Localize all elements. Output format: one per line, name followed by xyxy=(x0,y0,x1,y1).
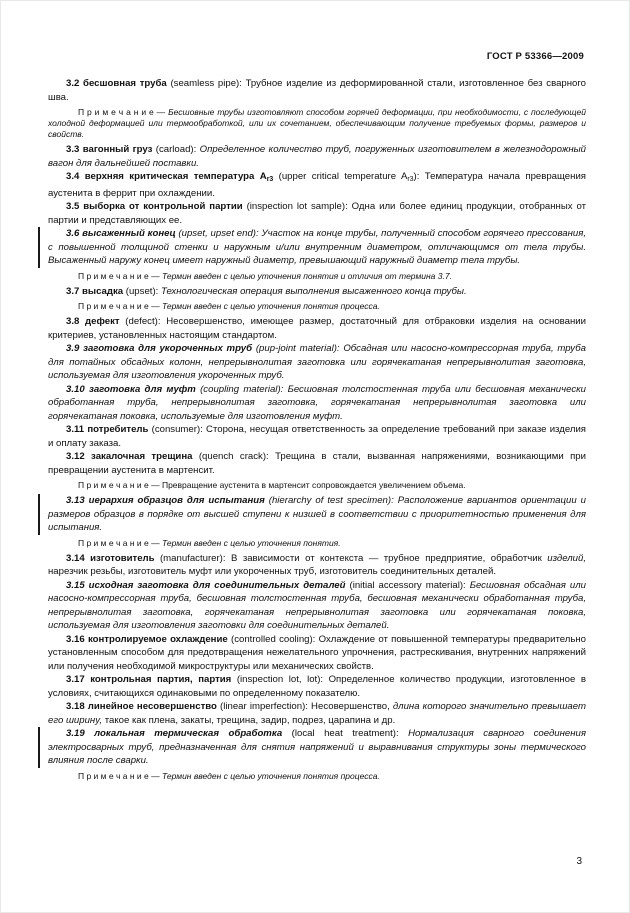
text-segment: 3.18 линейное несовершенство xyxy=(66,701,217,712)
term-paragraph xyxy=(48,552,586,579)
text-segment: П р и м е ч а н и е — xyxy=(78,270,162,281)
page-footer xyxy=(576,856,582,867)
text-segment: (hierarchy of test specimen): xyxy=(264,495,398,506)
term-paragraph xyxy=(38,227,586,268)
text-segment: Нормализация сварного соединения электросварных труб, предназначенная для снятия напряжений и выравнивания структуры зоны термического влияния после сварки. xyxy=(48,728,586,766)
text-segment: 3.12 закалочная трещина xyxy=(66,451,193,462)
term-paragraph xyxy=(48,423,586,450)
text-segment: 3.5 выборка от контрольной партии xyxy=(66,201,243,212)
text-segment: Расположение вариантов ориентации и размеров образцов в порядке от высшей ступени к низшей в соответствии с приоритетностью применения для испытания. xyxy=(48,495,586,533)
page-number: 3 xyxy=(576,856,582,867)
term-paragraph xyxy=(48,315,586,342)
doc-header xyxy=(487,51,584,62)
text-segment: Термин введен с целью уточнения понятия. xyxy=(161,537,341,548)
text-segment: (coupling material): xyxy=(195,383,288,395)
term-paragraph xyxy=(48,170,586,200)
text-segment: ): Температура начала превращения аустенита в феррит при охлаждении. xyxy=(48,171,586,199)
text-segment: 3.16 контролируемое охлаждение xyxy=(66,633,228,645)
text-segment: (upset): xyxy=(123,285,161,297)
text-segment: 3.15 исходная заготовка для соединительных деталей xyxy=(66,579,346,591)
text-segment: 3.19 локальная термическая обработка xyxy=(66,728,283,739)
term-paragraph xyxy=(48,77,586,104)
text-segment: П р и м е ч а н и е — Превращение аустенита в мартенсит сопровождается увеличением объема. xyxy=(78,480,466,490)
text-segment: (controlled cooling): Охлаждение от повышенной температуры предварительно установленным способом для предотвращения нежелательного упрочнения, растрескивания, внутренних напряжений или получения необходимой микроструктуры или механических свойств. xyxy=(48,633,586,672)
term-paragraph xyxy=(48,143,586,170)
term-paragraph xyxy=(48,673,586,700)
text-segment: (inspection lot, lot): Определенное количество продукции, изготовленное в условиях, считающихся одинаковыми по определенному показателю. xyxy=(48,674,586,699)
text-segment: П р и м е ч а н и е — xyxy=(78,301,162,311)
term-paragraph xyxy=(48,200,586,227)
term-paragraph xyxy=(48,342,586,383)
text-segment: (linear imperfection): Несовершенство, xyxy=(216,701,393,712)
text-segment: П р и м е ч а н и е — xyxy=(78,537,162,548)
text-segment: 3.9 заготовка для укороченных труб xyxy=(66,343,253,354)
text-segment: (quench crack): Трещина в стали, вызванная напряжениями, возникающими при превращении аустенита в мартенсит. xyxy=(48,451,586,476)
document-body xyxy=(48,77,586,785)
text-segment: (defect): Несовершенство, имеющее размер, достаточный для отбраковки изделия на основании критериев, установленных настоящим стандартом. xyxy=(48,316,587,341)
text-segment: Бесшовная обсадная или насосно-компрессорная труба, бесшовная толстостенная труба, бесшовная механически обработанная труба, непрерывнолитая заготовка, горячекатаная непрерывнолитая заготовка или горячекатаная поковка, используемая для изготовления заготовки для соединительных деталей. xyxy=(48,579,586,631)
term-paragraph xyxy=(38,727,586,768)
term-paragraph xyxy=(48,383,586,424)
term-paragraph xyxy=(38,494,586,535)
text-segment: (upset, upset end): xyxy=(175,228,262,239)
term-paragraph xyxy=(48,579,586,633)
note-paragraph xyxy=(48,480,586,491)
term-paragraph xyxy=(48,700,586,727)
text-segment: такое как плена, закаты, трещина, задир, подрез, царапина и др. xyxy=(102,714,396,726)
note-paragraph xyxy=(48,538,586,549)
text-segment: (initial accessory material): xyxy=(345,579,470,591)
text-segment: П р и м е ч а н и е — xyxy=(78,770,162,781)
note-paragraph xyxy=(48,301,586,312)
text-segment: Участок на конце трубы, полученный способом горячего прессования, с повышенной толщиной стенки и наружным и/или внутренним диаметром, отличающимся от тела трубы. Высаженный наружу конец имеет наружный диаметр, превышающий наружный диаметр тела трубы. xyxy=(48,228,587,266)
term-paragraph xyxy=(48,285,586,299)
text-segment: Термин введен с целью уточнения понятия процесса. xyxy=(161,770,380,781)
text-segment: 3.14 изготовитель xyxy=(66,552,155,564)
text-segment: 3.3 вагонный груз xyxy=(66,144,153,155)
text-segment: Термин введен с целью уточнения понятия процесса. xyxy=(161,301,380,311)
text-segment: 3.10 заготовка для муфт xyxy=(66,383,196,395)
text-segment: (carload): xyxy=(152,144,200,155)
text-segment: (consumer): Сторона, несущая ответственность за определение требований при заказе изделия и оплату заказа. xyxy=(48,424,587,449)
text-segment: Бесшовная толстостенная труба или бесшовная механически обработанная труба, непрерывнолитая заготовка, горячекатаная непрерывнолитая заготовка или горячекатаная поковка, используемые для изготовления муфт. xyxy=(48,383,587,422)
text-segment: (manufacturer): В зависимости от контекста — трубное предприятие, обработчик xyxy=(154,552,548,564)
text-segment: нарезчик резьбы, изготовитель муфт или укороченных труб, изготовитель соединительных деталей. xyxy=(48,566,496,577)
text-segment: 3.2 бесшовная труба xyxy=(66,78,167,89)
text-segment: Обсадная или насосно-компрессорная труба, труба для потайных обсадных колонн, непрерывнолитая заготовка или горячекатаная непрерывнолитая заготовка, используемая для изготовления укороченных труб. xyxy=(48,343,586,381)
text-segment: П р и м е ч а н и е — xyxy=(78,107,169,117)
text-segment: r3 xyxy=(266,176,274,183)
text-segment: Определенное количество труб, погруженных изготовителем в железнодорожный вагон для дальнейшей поставки. xyxy=(48,144,586,169)
text-segment: (upper critical temperature A xyxy=(273,171,408,182)
text-segment: Технологическая операция выполнения высаженного конца трубы. xyxy=(160,285,467,297)
text-segment: длина которого значительно превышает его ширину, xyxy=(48,701,586,726)
doc-number: ГОСТ Р 53366—2009 xyxy=(486,51,584,62)
text-segment: (seamless pipe): Трубное изделие из деформированной стали, изготовленное без сварного шва. xyxy=(48,78,586,103)
text-segment: 3.7 высадка xyxy=(66,285,124,297)
term-paragraph xyxy=(48,450,586,477)
note-paragraph xyxy=(48,107,586,140)
note-paragraph xyxy=(48,771,586,782)
note-paragraph xyxy=(48,271,586,282)
term-paragraph xyxy=(48,633,586,674)
text-segment: Бесшовные трубы изготовляют способом горячей деформации, при необходимости, с последующей холодной деформацией или термообработкой, или их сочетанием, обеспечивающим получение требуемых формы, размеров и свойств. xyxy=(48,107,586,139)
text-segment: (local heat treatment): xyxy=(282,728,409,739)
text-segment: (pup-joint material): xyxy=(252,343,344,354)
text-segment: Термин введен с целью уточнения понятия и отличия от термина 3.7. xyxy=(161,270,452,281)
text-segment: (inspection lot sample): Одна или более единиц продукции, отобранных от партии и представляющих ее. xyxy=(48,201,586,226)
text-segment: 3.11 потребитель xyxy=(66,424,149,435)
text-segment: 3.4 верхняя критическая температура А xyxy=(66,171,267,182)
text-segment: 3.8 дефект xyxy=(66,316,120,327)
text-segment: r3 xyxy=(407,176,414,183)
text-segment: 3.13 иерархия образцов для испытания xyxy=(66,495,265,506)
text-segment: 3.17 контрольная партия, партия xyxy=(66,674,232,685)
text-segment: 3.6 высаженный конец xyxy=(66,228,176,239)
text-segment: изделий, xyxy=(547,552,587,564)
